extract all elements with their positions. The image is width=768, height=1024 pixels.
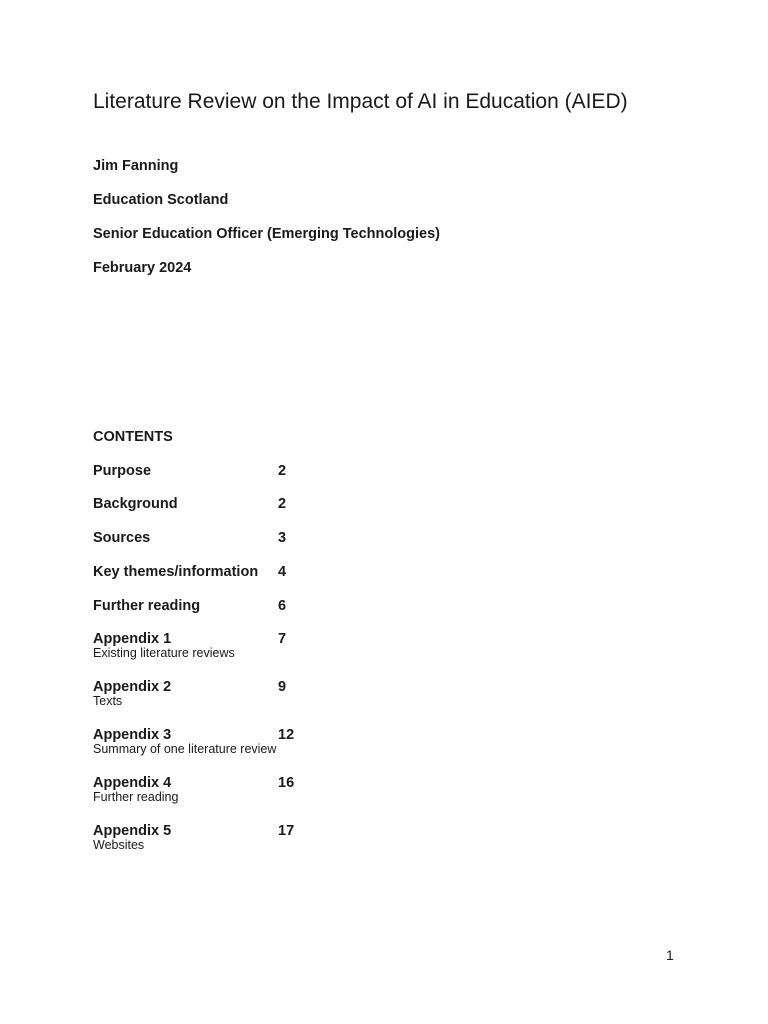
toc-entry-description: Summary of one literature review [93,742,277,756]
toc-entry-label: Further reading [93,598,201,614]
page-number: 1 [666,947,674,963]
toc-entry-label: Appendix 1 [93,631,172,647]
toc-entry-page: 7 [278,631,287,647]
toc-entry-page: 4 [278,564,287,580]
toc-entry-appendix-5 [93,822,393,853]
toc-entry-label: Appendix 2 [93,679,172,695]
toc-entry-appendix-1 [93,630,393,661]
toc-entry-description: Texts [93,694,123,708]
toc-entry-label: Appendix 5 [93,823,172,839]
toc-entry-page: 6 [278,598,287,614]
toc-entry-description: Websites [93,838,145,852]
toc-entry-label: Sources [93,530,151,546]
toc-entry-description: Further reading [93,790,179,804]
toc-entry-appendix-2 [93,678,393,709]
toc-entry-label: Appendix 3 [93,727,172,743]
toc-entry-page: 16 [278,775,295,791]
toc-entry-purpose [93,462,393,480]
toc-entry-further-reading [93,597,393,615]
toc-entry-sources [93,529,393,547]
organisation-name: Education Scotland [93,192,229,208]
publication-date: February 2024 [93,260,192,276]
toc-entry-page: 2 [278,463,287,479]
toc-entry-page: 12 [278,727,295,743]
author-role: Senior Education Officer (Emerging Technologies) [93,226,440,242]
toc-entry-page: 9 [278,679,287,695]
toc-entry-key-themes [93,563,393,581]
contents-heading: CONTENTS [93,429,173,445]
author-name: Jim Fanning [93,158,179,174]
toc-entry-page: 17 [278,823,295,839]
toc-entry-appendix-3 [93,726,393,757]
toc-entry-label: Background [93,496,178,512]
toc-entry-page: 3 [278,530,287,546]
toc-entry-page: 2 [278,496,287,512]
toc-entry-description: Existing literature reviews [93,646,235,660]
toc-entry-background [93,495,393,513]
toc-entry-label: Key themes/information [93,564,259,580]
toc-entry-appendix-4 [93,774,393,805]
page-title: Literature Review on the Impact of AI in Education (AIED) [93,90,628,113]
toc-entry-label: Appendix 4 [93,775,172,791]
toc-entry-label: Purpose [93,463,152,479]
